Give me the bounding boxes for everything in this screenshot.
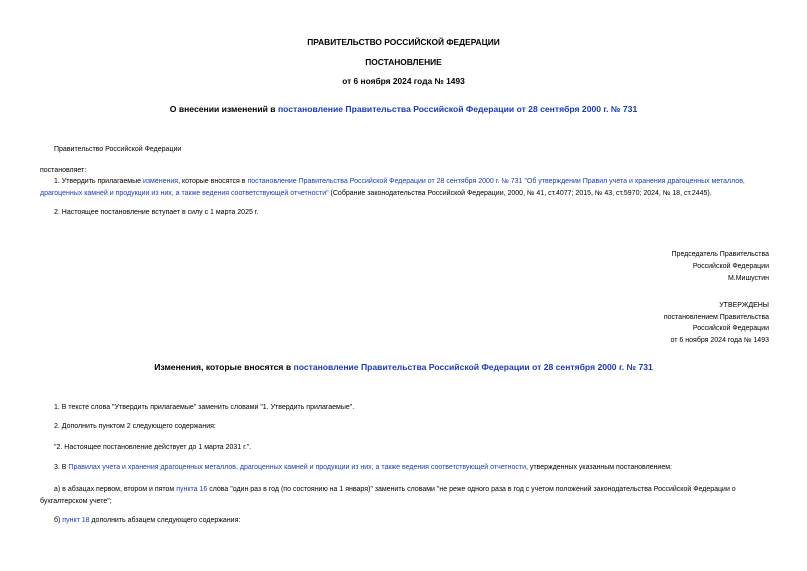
paragraph-1-text-a: 1. Утвердить прилагаемые: [54, 178, 143, 185]
change-item-a-text-a: а) в абзацах первом, втором и пятом: [54, 486, 177, 493]
change-item-1: 1. В тексте слова "Утвердить прилагаемые" заменить словами "1. Утвердить прилагаемые".: [54, 404, 355, 411]
changes-title-link[interactable]: постановление Правительства Российской Федерации от 28 сентября 2000 г. № 731: [293, 362, 653, 372]
header-doc-type: ПОСТАНОВЛЕНИЕ: [365, 57, 442, 67]
changes-title-prefix: Изменения, которые вносятся в: [154, 362, 294, 372]
changes-title: [0, 362, 807, 372]
document-title-prefix: О внесении изменений в: [169, 104, 278, 114]
approved-block: [664, 300, 769, 346]
change-item-b-text-b: дополнить абзацем следующего содержания:: [89, 517, 241, 524]
link-point-18[interactable]: пункт 18: [62, 517, 90, 524]
approved-line-3: Российской Федерации: [692, 325, 769, 332]
change-item-3-text-a: 3. В: [54, 464, 69, 471]
paragraph-1-text-b: , которые вносятся в: [178, 178, 248, 185]
link-resolution-731[interactable]: постановление Правительства Российской Федерации от 28 сентября 2000 г. № 731 "Об утверждении Правил учета и хранения драгоценных металлов, драгоценных камней и продукции из них, а также ведения соответствующей отчетности": [40, 178, 745, 197]
document-title: [0, 104, 807, 114]
decides-text: постановляет:: [40, 167, 87, 174]
document-title-link[interactable]: постановление Правительства Российской Федерации от 28 сентября 2000 г. № 731: [277, 104, 638, 114]
signature-line-1: Председатель Правительства: [671, 251, 769, 258]
link-rules[interactable]: Правилах учета и хранения драгоценных металлов, драгоценных камней и продукции из них, а также ведения соответствующей отчетности: [68, 464, 526, 471]
header-date: от 6 ноября 2024 года № 1493: [342, 76, 465, 86]
change-item-a: [40, 484, 770, 507]
paragraph-2: 2. Настоящее постановление вступает в силу с 1 марта 2025 г.: [54, 209, 259, 216]
signature-line-3: М.Мишустин: [727, 275, 769, 282]
change-item-3-text-b: , утвержденных указанным постановлением:: [526, 464, 672, 471]
paragraph-1-text-c: (Собрание законодательства Российской Федерации, 2000, № 41, ст.4077; 2015, № 43, ст.5970; 2024, № 18, ст.2445).: [328, 189, 712, 197]
link-changes[interactable]: изменения: [142, 178, 179, 185]
change-item-b-text-a: б): [54, 517, 63, 524]
government-name: Правительство Российской Федерации: [54, 146, 182, 153]
approved-line-1: УТВЕРЖДЕНЫ: [719, 302, 769, 309]
signature-block: [672, 249, 769, 285]
header-government: ПРАВИТЕЛЬСТВО РОССИЙСКОЙ ФЕДЕРАЦИИ: [307, 37, 500, 47]
change-item-a-text-b: слова "один раз в год (по состоянию на 1 января)" заменить словами "не реже одного раза в год с учетом положений законодательства Российской Федерации о бухгалтерском учете";: [40, 486, 736, 505]
approved-line-4: от 6 ноября 2024 года № 1493: [670, 336, 769, 344]
change-item-2: 2. Дополнить пунктом 2 следующего содержания:: [54, 423, 216, 430]
paragraph-1: [40, 176, 770, 199]
approved-line-2: постановлением Правительства: [663, 313, 769, 321]
signature-line-2: Российской Федерации: [692, 263, 769, 270]
link-point-16[interactable]: пункта 16: [176, 486, 208, 493]
change-item-2-quote: "2. Настоящее постановление действует до 1 марта 2031 г.".: [54, 444, 252, 451]
change-item-b: [54, 517, 240, 524]
change-item-3: [54, 464, 672, 471]
